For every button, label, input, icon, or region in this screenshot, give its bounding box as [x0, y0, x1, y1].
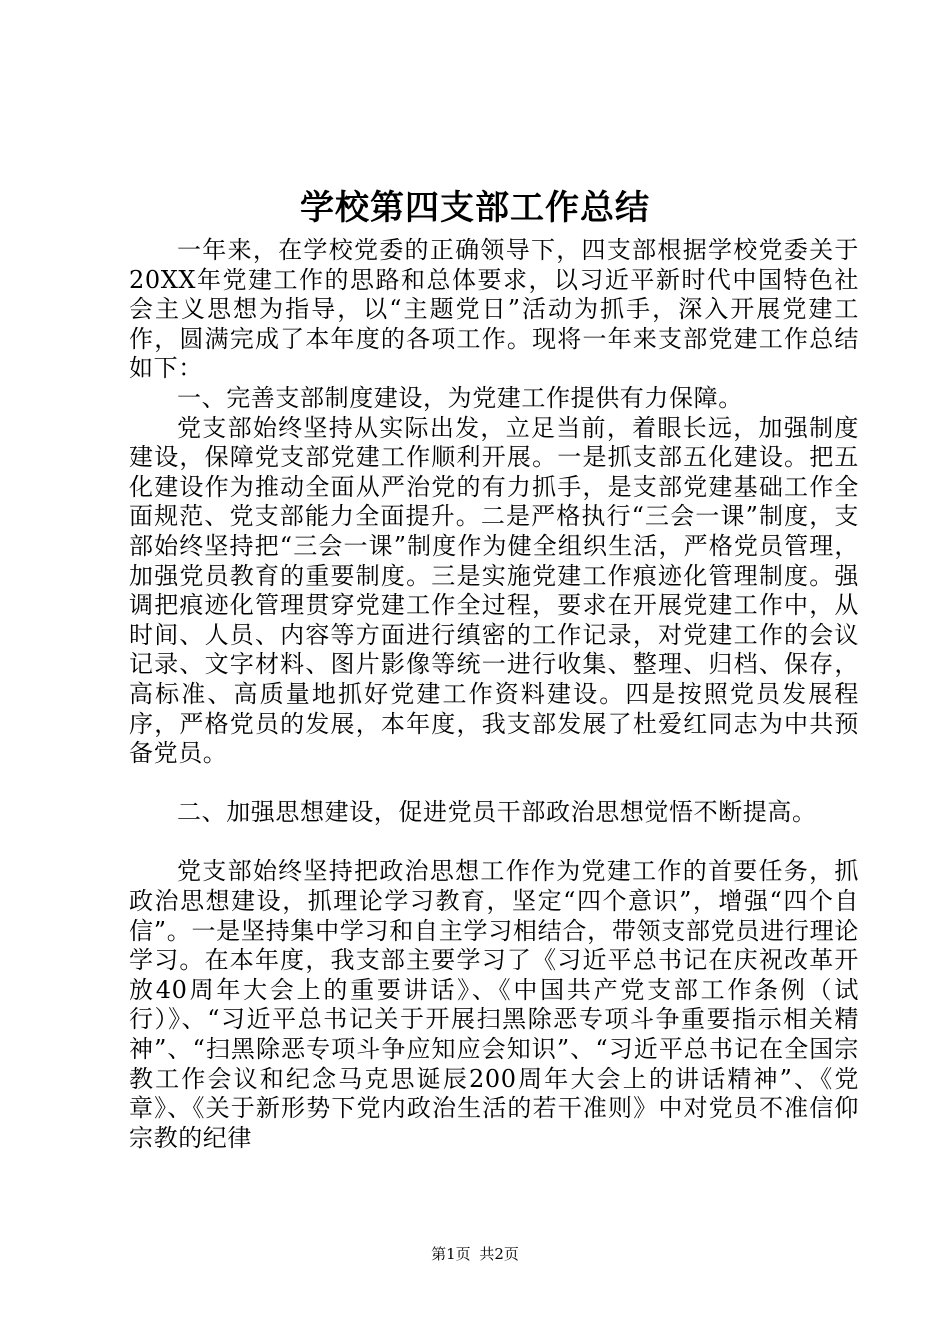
page-number-current: 第1页 [431, 1245, 471, 1263]
paragraph-section-2: 党支部始终坚持把政治思想工作作为党建工作的首要任务，抓政治思想建设，抓理论学习教育，坚定“四个意识”，增强“四个自信”。一是坚持集中学习和自主学习相结合，带领支部党员进行理论学习。在本年度，我支部主要学习了《习近平总书记在庆祝改革开放40周年大会上的重要讲话》、《中国共产党支部工作条例（试行）》、“习近平总书记关于开展扫黑除恶专项斗争重要指示相关精神”、“扫黑除恶专项斗争应知应会知识”、“习近平总书记在全国宗教工作会议和纪念马克思诞辰200周年大会上的讲话精神”、《党章》、《关于新形势下党内政治生活的若干准则》中对党员不准信仰宗教的纪律 [129, 857, 859, 1152]
page-number-total: 共2页 [479, 1245, 519, 1263]
section-heading-1: 一、完善支部制度建设，为党建工作提供有力保障。 [177, 383, 743, 412]
section-heading-2: 二、加强思想建设，促进党员干部政治思想觉悟不断提高。 [177, 798, 817, 827]
document-title: 学校第四支部工作总结 [300, 188, 650, 228]
paragraph-intro: 一年来，在学校党委的正确领导下，四支部根据学校党委关于20XX年党建工作的思路和总体要求，以习近平新时代中国特色社会主义思想为指导，以“主题党日”活动为抓手，深入开展党建工作，圆满完成了本年度的各项工作。现将一年来支部党建工作总结如下： [129, 236, 859, 383]
page-footer [0, 1244, 950, 1264]
document-body [129, 236, 859, 1153]
blank-line [129, 828, 859, 858]
paragraph-section-1: 党支部始终坚持从实际出发，立足当前，着眼长远，加强制度建设，保障党支部党建工作顺利开展。一是抓支部五化建设。把五化建设作为推动全面从严治党的有力抓手，是支部党建基础工作全面规范、党支部能力全面提升。二是严格执行“三会一课”制度，支部始终坚持把“三会一课”制度作为健全组织生活，严格党员管理，加强党员教育的重要制度。三是实施党建工作痕迹化管理制度。强调把痕迹化管理贯穿党建工作全过程，要求在开展党建工作中，从时间、人员、内容等方面进行缜密的工作记录，对党建工作的会议记录、文字材料、图片影像等统一进行收集、整理、归档、保存，高标准、高质量地抓好党建工作资料建设。四是按照党员发展程序，严格党员的发展，本年度，我支部发展了杜爱红同志为中共预备党员。 [129, 413, 859, 768]
blank-line [129, 769, 859, 799]
